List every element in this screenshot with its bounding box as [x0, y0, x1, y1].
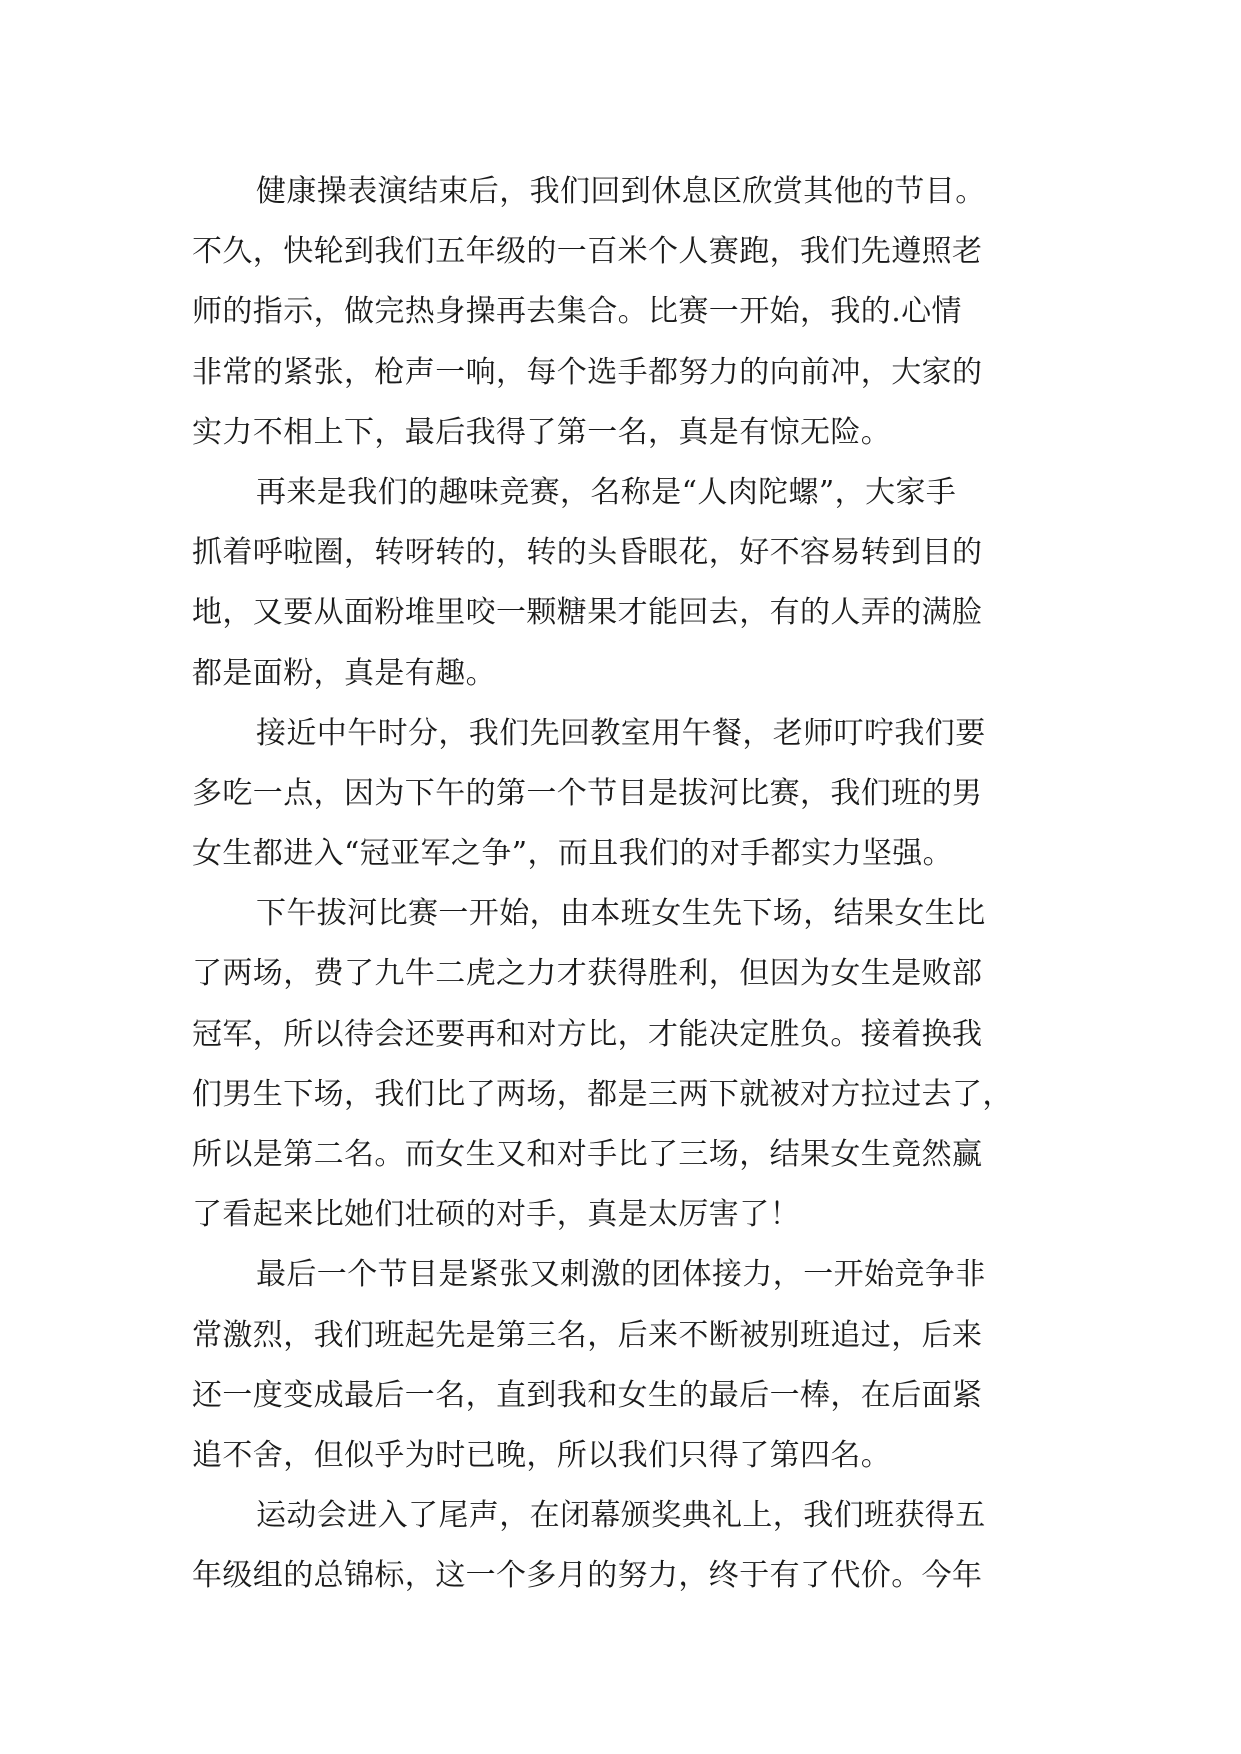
text-line: 地，又要从面粉堆里咬一颗糖果才能回去，有的人弄的满脸 — [192, 595, 983, 631]
text-line: 们男生下场，我们比了两场，都是三两下就被对方拉过去了， — [192, 1076, 1013, 1112]
text-line: 年级组的总锦标，这一个多月的努力，终于有了代价。今年 — [192, 1558, 983, 1594]
text-line: 再来是我们的趣味竞赛，名称是“人肉陀螺”，大家手 — [256, 474, 957, 510]
text-line: 所以是第二名。而女生又和对手比了三场，结果女生竟然赢 — [192, 1137, 983, 1172]
text-line: 运动会进入了尾声，在闭幕颁奖典礼上，我们班获得五 — [256, 1498, 986, 1534]
text-line: 抓着呼啦圈，转呀转的，转的头昏眼花，好不容易转到目的 — [192, 535, 983, 571]
text-line: 非常的紧张，枪声一响，每个选手都努力的向前冲，大家的 — [192, 354, 983, 390]
text-line: 追不舍，但似乎为时已晚，所以我们只得了第四名。 — [192, 1437, 892, 1473]
text-line: 女生都进入“冠亚军之争”，而且我们的对手都实力坚强。 — [192, 836, 954, 872]
text-line: 了两场，费了九牛二虎之力才获得胜利，但因为女生是败部 — [192, 956, 983, 992]
text-line: 还一度变成最后一名，直到我和女生的最后一棒，在后面紧 — [192, 1377, 983, 1413]
text-line: 不久，快轮到我们五年级的一百米个人赛跑，我们先遵照老 — [192, 234, 983, 270]
text-line: 下午拔河比赛一开始，由本班女生先下场，结果女生比 — [256, 896, 986, 932]
article-body — [192, 162, 1062, 1607]
text-line: 了看起来比她们壮硕的对手，真是太厉害了！ — [192, 1197, 800, 1233]
text-line: 健康操表演结束后，我们回到休息区欣赏其他的节目。 — [256, 174, 986, 209]
text-line: 都是面粉，真是有趣。 — [192, 655, 496, 691]
text-line: 最后一个节目是紧张又刺激的团体接力，一开始竞争非 — [256, 1257, 986, 1293]
text-line: 师的指示，做完热身操再去集合。比赛一开始，我的.心情 — [192, 294, 962, 330]
text-line: 冠军，所以待会还要再和对方比，才能决定胜负。接着换我 — [192, 1016, 983, 1052]
text-line: 接近中午时分，我们先回教室用午餐，老师叮咛我们要 — [256, 715, 986, 751]
text-line: 实力不相上下，最后我得了第一名，真是有惊无险。 — [192, 414, 892, 450]
text-line: 常激烈，我们班起先是第三名，后来不断被别班追过，后来 — [192, 1317, 983, 1353]
text-line: 多吃一点，因为下午的第一个节目是拔河比赛，我们班的男 — [192, 775, 983, 811]
